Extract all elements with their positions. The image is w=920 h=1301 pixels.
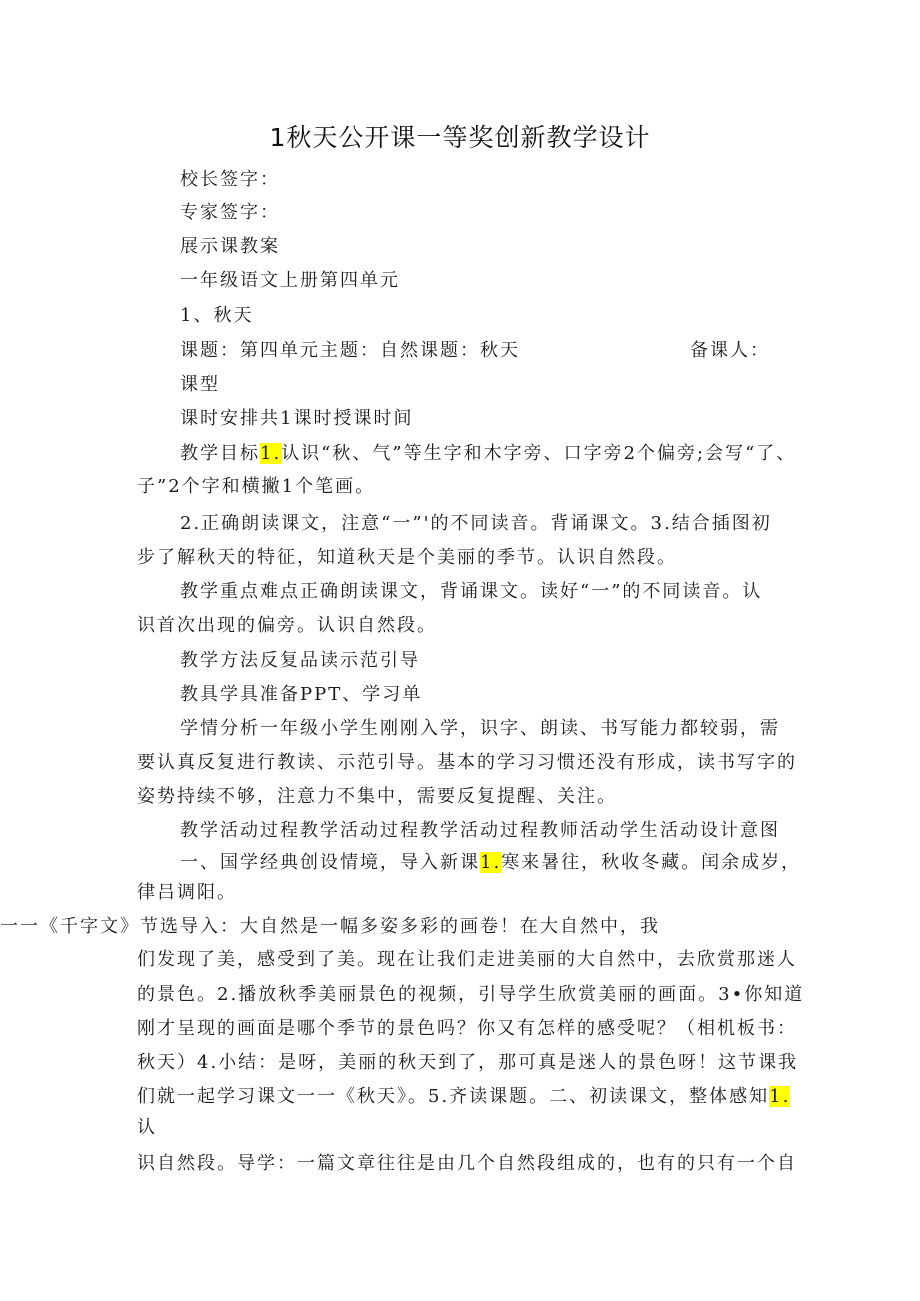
document-title: 1秋天公开课一等奖创新教学设计 xyxy=(269,123,651,152)
expert-signature: 专家签字： xyxy=(180,202,280,223)
body-line-6 xyxy=(137,1085,790,1109)
teaching-tools: 教具学具准备PPT、学习单 xyxy=(180,684,423,705)
body-line-3: 的景色。2.播放秋季美丽景色的视频，引导学生欣赏美丽的画面。3•你知道 xyxy=(137,984,805,1005)
preparer-label: 备课人： xyxy=(690,340,770,361)
analysis-line-2: 要认真反复进行教读、示范引导。基本的学习习惯还没有形成，读书写字的 xyxy=(137,752,797,773)
body-line-8: 识自然段。导学：一篇文章往往是由几个自然段组成的，也有的只有一个自 xyxy=(137,1153,797,1174)
highlight-marker: 1. xyxy=(260,443,282,464)
intro-text: 一、国学经典创设情境，导入新课 xyxy=(180,852,480,873)
principal-signature: 校长签字： xyxy=(180,169,280,190)
teaching-method: 教学方法反复品读示范引导 xyxy=(180,650,420,671)
goal-line-2: 子”2个字和横撇1个笔画。 xyxy=(137,476,376,497)
body-line-4: 刚才呈现的画面是哪个季节的景色吗？你又有怎样的感受呢？（相机板书： xyxy=(137,1018,797,1039)
goal-text: 认识“秋、气”等生字和木字旁、口字旁2个偏旁;会写“了、 xyxy=(281,443,797,464)
analysis-line-3: 姿势持续不够，注意力不集中，需要反复提醒、关注。 xyxy=(137,786,617,807)
highlight-marker: 1. xyxy=(480,852,502,873)
grade-unit: 一年级语文上册第四单元 xyxy=(180,270,400,291)
analysis-line-1: 学情分析一年级小学生刚刚入学，识字、朗读、书写能力都较弱，需 xyxy=(180,718,780,739)
lesson-schedule: 课时安排共1课时授课时间 xyxy=(180,408,414,429)
intro-line-1 xyxy=(180,851,801,875)
process-header: 教学活动过程教学活动过程教学活动过程教师活动学生活动设计意图 xyxy=(180,820,780,841)
goal2-line-1: 2.正确朗读课文，注意“一”'的不同读音。背诵课文。3.结合插图初 xyxy=(180,513,772,534)
lesson-number: 1、秋天 xyxy=(180,305,254,326)
goal-line-1 xyxy=(180,442,796,466)
key-line-1: 教学重点难点正确朗读课文，背诵课文。读好“一”的不同读音。认 xyxy=(180,581,763,602)
showcase-label: 展示课教案 xyxy=(180,236,280,257)
intro-quote: 寒来暑往，秋收冬藏。闰余成岁， xyxy=(501,852,802,873)
lesson-type: 课型 xyxy=(180,374,220,395)
goal2-line-2: 步了解秋天的特征，知道秋天是个美丽的季节。认识自然段。 xyxy=(137,547,677,568)
body-line-5: 秋天）4.小结：是呀，美丽的秋天到了，那可真是迷人的景色呀！这节课我 xyxy=(137,1052,799,1073)
body-line-7: 认 xyxy=(137,1117,157,1138)
body-text: 们就一起学习课文一一《秋天》。5.齐读课题。二、初读课文，整体感知 xyxy=(137,1086,770,1107)
body-line-1: 一一《千字文》节选导入：大自然是一幅多姿多彩的画卷！在大自然中，我 xyxy=(0,916,660,937)
intro-line-2: 律吕调阳。 xyxy=(137,882,237,903)
body-line-2: 们发现了美，感受到了美。现在让我们走进美丽的大自然中，去欣赏那迷人 xyxy=(137,949,797,970)
highlight-marker: 1. xyxy=(769,1086,791,1107)
topic-line xyxy=(180,339,780,363)
topic-text: 课题：第四单元主题：自然课题：秋天 xyxy=(180,340,520,361)
key-line-2: 识首次出现的偏旁。认识自然段。 xyxy=(137,615,437,636)
goal-label: 教学目标 xyxy=(180,443,260,464)
